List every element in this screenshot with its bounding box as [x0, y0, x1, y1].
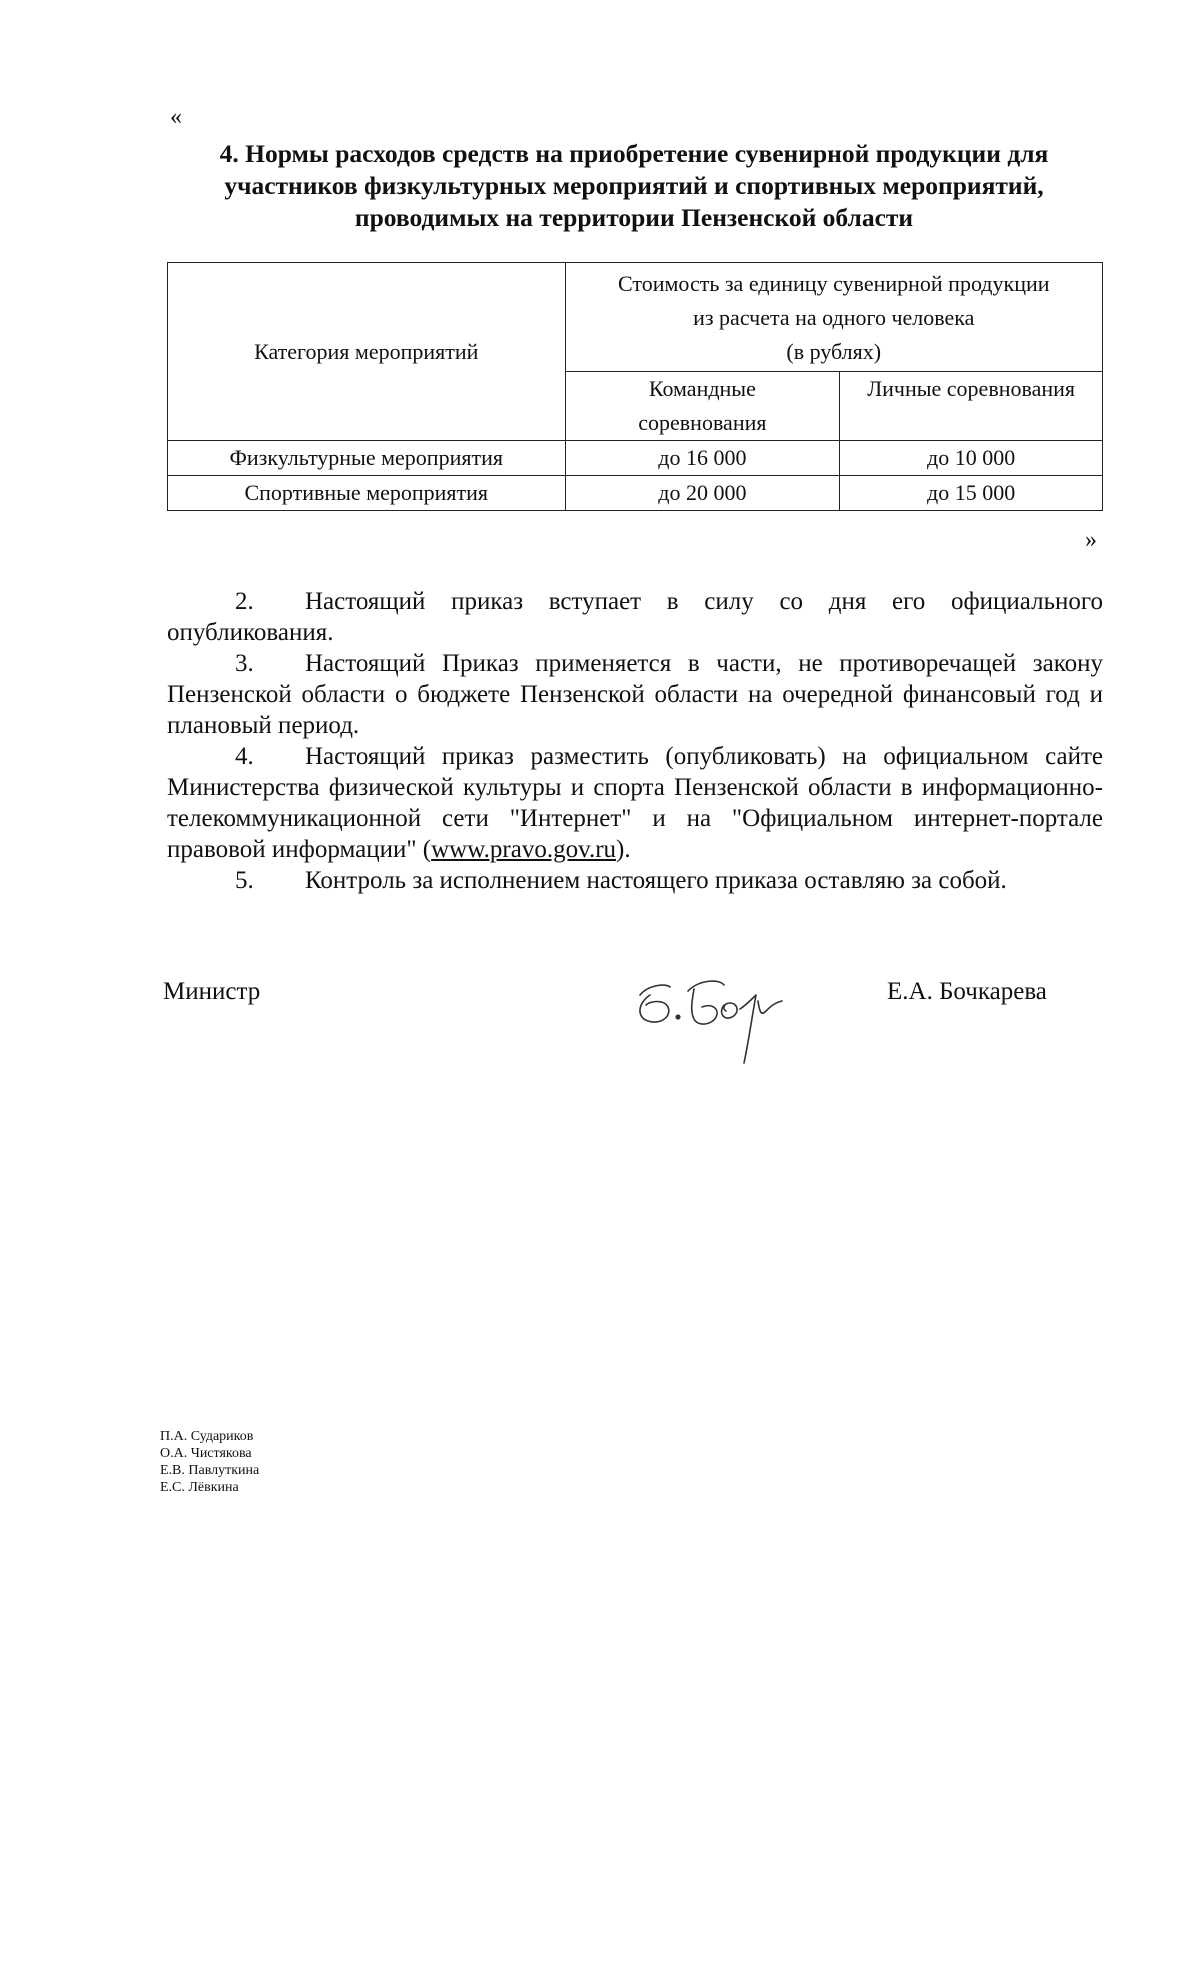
paragraph-3: [167, 648, 1103, 741]
executor-name: Е.В. Павлуткина: [160, 1463, 260, 1478]
section-heading: [168, 138, 1100, 234]
paragraph-4: [167, 741, 1103, 865]
signature-drawing: [620, 955, 810, 1075]
heading-line-1: 4. Нормы расходов средств на приобретение сувенирной продукции для: [219, 139, 1049, 168]
signatory-name: Е.А. Бочкарева: [887, 978, 1047, 1005]
paragraph-text: Настоящий приказ разместить (опубликовать) на официальном сайте Министерства физической культуры и спорта Пензенской области в информационно-телекоммуникационной сети "Интернет" и на "Официальном интернет-портале правовой информации" (: [167, 743, 1103, 863]
signatory-role: Министр: [163, 978, 261, 1005]
paragraph-text: Контроль за исполнением настоящего приказа оставляю за собой.: [305, 867, 1007, 894]
norms-table: [167, 262, 1103, 511]
executors-list: [160, 1428, 259, 1496]
executor-name: П.А. Судариков: [160, 1429, 254, 1444]
paragraph-text: Настоящий Приказ применяется в части, не противоречащей закону Пензенской области о бюджете Пензенской области на очередной финансовый год и плановый период.: [167, 650, 1103, 739]
handwritten-signature: [620, 955, 810, 1080]
header-team-line-2: соревнования: [638, 410, 767, 435]
row-team: до 16 000: [565, 441, 840, 476]
paragraph-5: [167, 865, 1103, 896]
paragraph-number: 4.: [235, 743, 254, 770]
order-body: [167, 586, 1103, 896]
paragraph-number: 3.: [235, 650, 254, 677]
heading-line-2: участников физкультурных мероприятий и спортивных мероприятий,: [224, 171, 1044, 200]
header-team: [565, 372, 840, 441]
row-team: до 20 000: [565, 476, 840, 511]
header-cost-line-2: из расчета на одного человека: [693, 305, 975, 330]
paragraph-number: 5.: [235, 867, 254, 894]
executor-name: О.А. Чистякова: [160, 1446, 252, 1461]
header-cost-line-3: (в рублях): [786, 339, 882, 364]
pravo-link[interactable]: www.pravo.gov.ru: [431, 836, 617, 863]
header-category: Категория мероприятий: [168, 263, 566, 441]
table-row: [168, 441, 1103, 476]
paragraph-text: Настоящий приказ вступает в силу со дня его официального опубликования.: [167, 588, 1103, 646]
header-team-line-1: Командные: [648, 376, 756, 401]
heading-line-3: проводимых на территории Пензенской области: [354, 203, 914, 232]
row-category: Физкультурные мероприятия: [168, 441, 566, 476]
row-category: Спортивные мероприятия: [168, 476, 566, 511]
paragraph-number: 2.: [235, 588, 254, 615]
row-personal: до 10 000: [840, 441, 1103, 476]
header-cost-line-1: Стоимость за единицу сувенирной продукции: [618, 271, 1050, 296]
quote-open: «: [170, 104, 182, 130]
paragraph-text-end: ).: [616, 836, 631, 863]
table-row: [168, 476, 1103, 511]
executor-name: Е.С. Лёвкина: [160, 1480, 239, 1495]
paragraph-2: [167, 586, 1103, 648]
header-cost: [565, 263, 1102, 372]
quote-close: »: [1085, 527, 1097, 553]
row-personal: до 15 000: [840, 476, 1103, 511]
header-personal: Личные соревнования: [840, 372, 1103, 441]
